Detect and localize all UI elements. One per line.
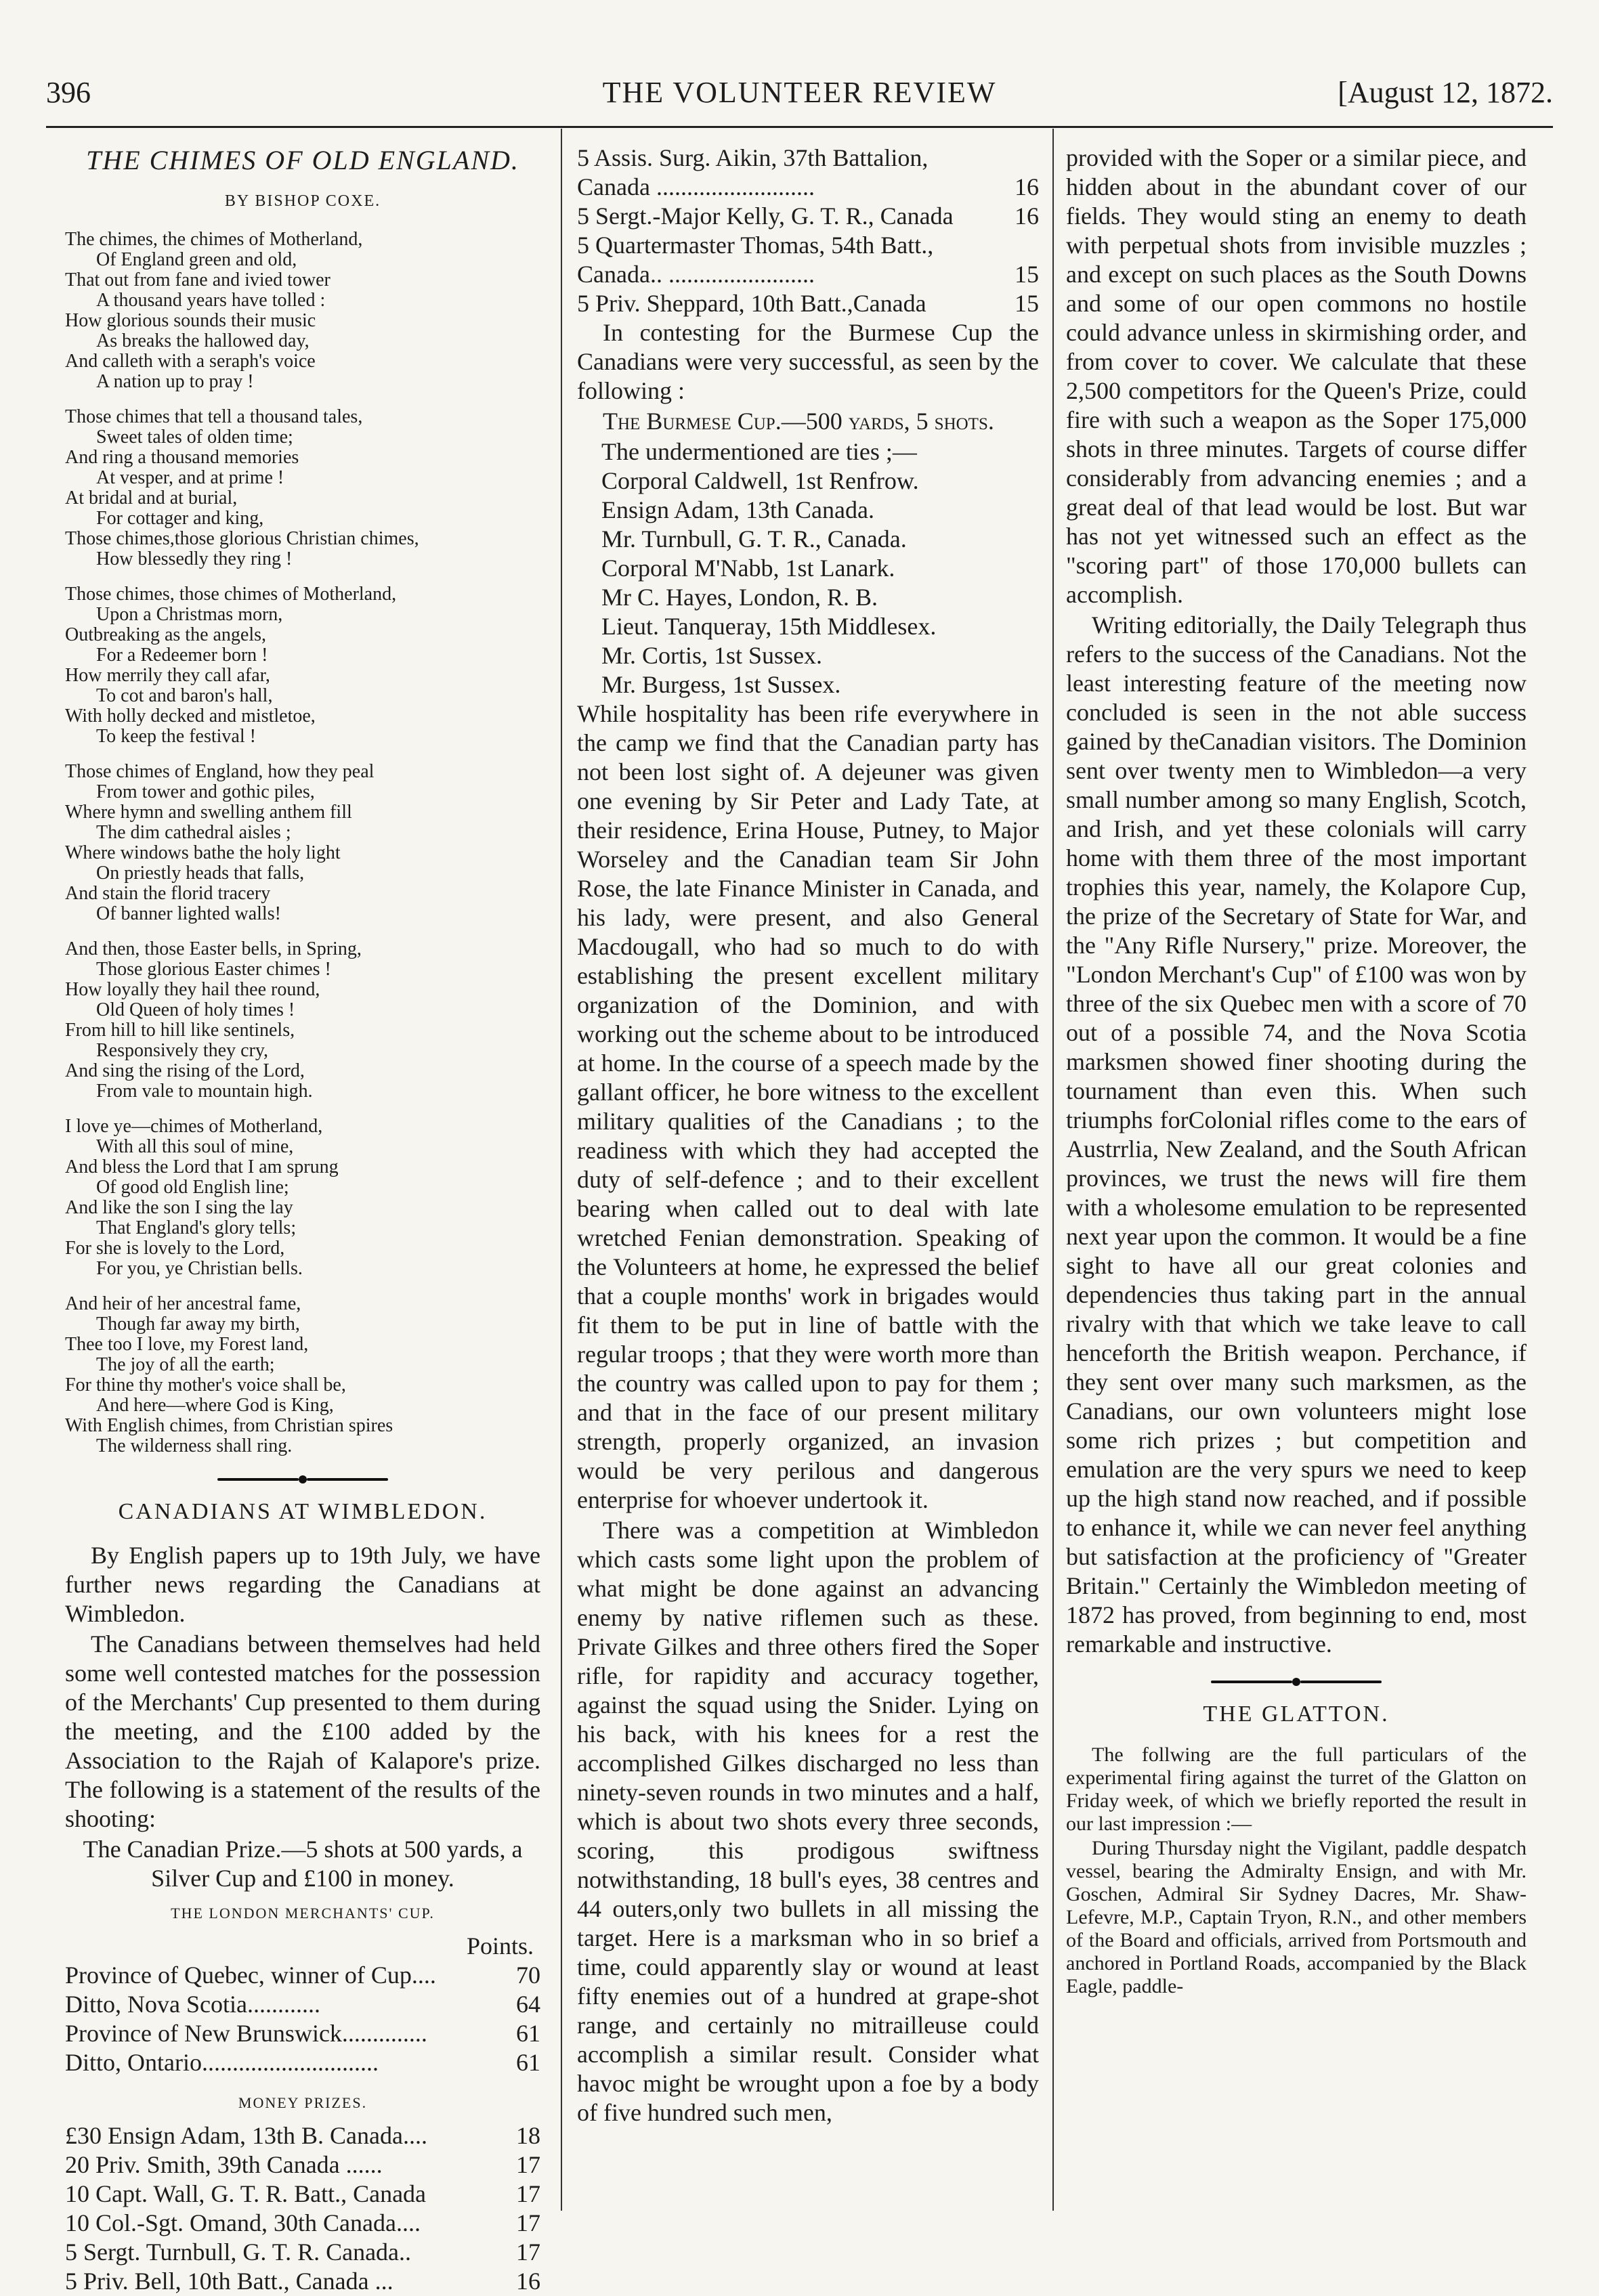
tie-entry: Mr. Cortis, 1st Sussex.	[601, 642, 823, 669]
poem-line: As breaks the hallowed day,	[96, 330, 310, 351]
money-prize-row-value: 16	[1015, 173, 1039, 200]
column-3	[1066, 144, 1527, 2209]
burmese-cup-line: The Burmese Cup.—500 yards, 5 shots.	[603, 408, 994, 435]
poem-line: And heir of her ancestral fame,	[65, 1293, 301, 1314]
money-prize-row-label: 5 Quartermaster Thomas, 54th Batt.,	[577, 232, 934, 259]
poem-line: Responsively they cry,	[96, 1040, 269, 1061]
merchants-row-value: 61	[516, 2049, 540, 2076]
money-prizes-heading: MONEY PRIZES.	[238, 2094, 368, 2111]
points-label: Points.	[466, 1932, 534, 1959]
money-prize-row	[65, 2121, 540, 2150]
poem-line: How blessedly they ring !	[96, 548, 293, 569]
poem-stanza	[65, 1117, 540, 1279]
merchants-cup-table	[65, 1961, 540, 2077]
poem-line: Those chimes of England, how they peal	[65, 761, 375, 782]
section-separator	[65, 1475, 540, 1483]
merchants-row-value: 64	[516, 1991, 540, 2018]
poem-line: Upon a Christmas morn,	[96, 604, 283, 625]
poem-line: A thousand years have tolled :	[96, 290, 326, 311]
poem-line: To cot and baron's hall,	[96, 685, 273, 706]
poem-line: The wilderness shall ring.	[96, 1435, 293, 1456]
poem-line: A nation up to pray !	[96, 371, 254, 392]
poem-line: Outbreaking as the angels,	[65, 624, 267, 645]
merchants-row	[65, 2048, 540, 2077]
poem-line: And stain the florid tracery	[65, 883, 271, 904]
merchants-row-label: Ditto, Ontario.............................	[65, 2049, 379, 2076]
money-prize-row-value: 15	[1015, 261, 1039, 288]
money-prize-row-value: 17	[516, 2151, 540, 2178]
poem-line: The joy of all the earth;	[96, 1354, 275, 1375]
canadians-paragraph-1: By English papers up to 19th July, we have further news regarding the Canadians at Wimbledon.	[65, 1542, 540, 1627]
money-prize-row-label: Canada ..........................	[577, 173, 815, 200]
tie-entry: Corporal M'Nabb, 1st Lanark.	[601, 555, 895, 582]
money-prizes-continued	[577, 144, 1039, 318]
poem-line: Sweet tales of olden time;	[96, 427, 293, 448]
money-prize-row-label: 10 Capt. Wall, G. T. R. Batt., Canada	[65, 2180, 427, 2207]
money-prize-row-label: 5 Sergt.-Major Kelly, G. T. R., Canada	[577, 202, 954, 230]
poem-line: The chimes, the chimes of Motherland,	[65, 229, 363, 250]
money-prize-row	[65, 2238, 540, 2267]
competition-paragraph-continued: provided with the Soper or a similar piece, and hidden about in the abundant cover of our fields. They would sting an enemy to death with perpetual shots from invisible muzzles ; and except on such places as the South Downs and some of our open commons no hostile could advance unless in skirmishing order, and from cover to cover. We calculate that these 2,500 competitors for the Queen's Prize, could fire with such a weapon as the Soper 175,000 shots in three minutes. Targets of course differ considerably from advancing enemies ; and a great deal of that lead would be lost. But war has not yet witnessed such an effect as the "scoring part" of those 170,000 bullets can accomplish.	[1066, 144, 1527, 608]
money-prize-row-label: 5 Priv. Bell, 10th Batt., Canada ...	[65, 2268, 393, 2295]
section-separator-2	[1066, 1678, 1527, 1686]
poem-stanza	[65, 407, 540, 569]
merchants-row	[65, 1961, 540, 1990]
poem-line: I love ye—chimes of Motherland,	[65, 1116, 323, 1137]
column-2	[577, 144, 1039, 2209]
tie-entry: Mr C. Hayes, London, R. B.	[601, 584, 878, 611]
publication-title: THE VOLUNTEER REVIEW	[602, 76, 997, 109]
merchants-row-value: 70	[516, 1962, 540, 1989]
merchants-row-label: Province of Quebec, winner of Cup....	[65, 1962, 436, 1989]
poem-line: Though far away my birth,	[96, 1314, 300, 1335]
poem-line: That England's glory tells;	[96, 1217, 297, 1238]
money-prize-row-label: 20 Priv. Smith, 39th Canada ......	[65, 2151, 383, 2178]
money-prize-row-value: 17	[516, 2238, 540, 2266]
money-prize-row	[65, 2180, 540, 2209]
canadian-prize-line: The Canadian Prize.—5 shots at 500 yards, a Silver Cup and £100 in money.	[83, 1836, 523, 1892]
merchants-row-value: 61	[516, 2020, 540, 2047]
tie-entry: Corporal Caldwell, 1st Renfrow.	[601, 467, 919, 494]
poem-line: Of banner lighted walls!	[96, 903, 281, 924]
money-prize-row	[65, 2267, 540, 2296]
poem-line: At bridal and at burial,	[65, 488, 238, 508]
poem-line: And sing the rising of the Lord,	[65, 1060, 305, 1081]
canadians-paragraph-2: The Canadians between themselves had held some well contested matches for the possession of the Merchants' Cup presented to them during the meeting, and the £100 added by the Association to the Rajah of Kalapore's prize. The following is a statement of the results of the shooting:	[65, 1630, 540, 1832]
poem-line: Where hymn and swelling anthem fill	[65, 802, 352, 823]
money-prize-row-label: 5 Sergt. Turnbull, G. T. R. Canada..	[65, 2238, 412, 2266]
hospitality-paragraph: While hospitality has been rife everywhere in the camp we find that the Canadian party has not been lost sight of. A dejeuner was given one evening by Sir Peter and Lady Tate, at their residence, Erina House, Putney, to Major Worseley and the Canadian team Sir John Rose, the late Finance Minister in Canada, and his lady, were present, and also General Macdougall, who had so much to do with establishing the present excellent military organization of the Dominion, and with working out the scheme about to be introduced at home. In the course of a speech made by the gallant officer, he bore witness to the excellent military qualities of the Canadians ; to the readiness with which they had accepted the duty of self-defence ; and to their excellent bearing when called out to deal with late wretched Fenian demonstration. Speaking of the Volunteers at home, he expressed the belief that a couple months' work in brigades would fit them to be put in line of battle with the regular troops ; that they were worth more than the country was called upon to pay for them ; and that in the face of our present military strength, properly organized, an invasion would be very perilous and dangerous enterprise for whoever undertook it.	[577, 700, 1039, 1513]
poem-line: To keep the festival !	[96, 726, 256, 747]
money-prize-row	[65, 2209, 540, 2238]
page-header	[46, 62, 1553, 123]
money-prize-row	[577, 202, 1039, 231]
poem-line: How merrily they call afar,	[65, 665, 270, 686]
poem-line: How glorious sounds their music	[65, 310, 316, 331]
tie-entry: Ensign Adam, 13th Canada.	[601, 496, 874, 523]
glatton-paragraph-1: The follwing are the full particulars of the experimental firing against the turret of the Glatton on Friday week, of which we briefly reported the result in our last impression :—	[1066, 1743, 1527, 1835]
poem-line: With all this soul of mine,	[96, 1136, 294, 1157]
poem-line: Those chimes that tell a thousand tales,	[65, 406, 363, 427]
poem-byline: BY BISHOP COXE.	[224, 192, 381, 210]
tie-list	[577, 467, 1039, 699]
issue-date: [August 12, 1872.	[1338, 76, 1553, 109]
poem-line: And then, those Easter bells, in Spring,	[65, 938, 362, 959]
poem-line: With holly decked and mistletoe,	[65, 706, 316, 727]
poem-stanza	[65, 230, 540, 392]
poem-line: Those chimes, those chimes of Motherland,	[65, 584, 397, 605]
poem-line: From vale to mountain high.	[96, 1081, 313, 1102]
tie-entry: Lieut. Tanqueray, 15th Middlesex.	[601, 613, 937, 640]
poem-line: For you, ye Christian bells.	[96, 1258, 303, 1279]
poem-title: THE CHIMES OF OLD ENGLAND.	[86, 145, 519, 175]
poem-body	[65, 230, 540, 1456]
poem-stanza	[65, 762, 540, 924]
money-prize-row-value: 17	[516, 2209, 540, 2236]
poem-stanza	[65, 1294, 540, 1456]
poem-line: Those chimes,those glorious Christian chimes,	[65, 528, 419, 549]
canadians-heading: CANADIANS AT WIMBLEDON.	[118, 1499, 488, 1524]
money-prize-row	[577, 260, 1039, 289]
tie-entry: Mr. Turnbull, G. T. R., Canada.	[601, 525, 907, 553]
burmese-intro: In contesting for the Burmese Cup the Canadians were very successful, as seen by the following :	[577, 319, 1039, 404]
poem-line: For a Redeemer born !	[96, 645, 268, 666]
poem-line: For thine thy mother's voice shall be,	[65, 1374, 346, 1395]
poem-line: That out from fane and ivied tower	[65, 269, 331, 290]
poem-stanza	[65, 939, 540, 1102]
poem-line: Those glorious Easter chimes !	[96, 959, 331, 980]
poem-line: Of England green and old,	[96, 249, 297, 270]
poem-line: With English chimes, from Christian spires	[65, 1415, 393, 1436]
money-prize-row-label: Canada.. ........................	[577, 261, 815, 288]
column-divider-1	[561, 129, 562, 2211]
poem-line: And ring a thousand memories	[65, 447, 299, 468]
poem-line: Thee too I love, my Forest land,	[65, 1334, 309, 1355]
money-prize-row-value: 16	[1015, 202, 1039, 230]
money-prize-row-value: 17	[516, 2180, 540, 2207]
merchants-row	[65, 2019, 540, 2048]
poem-line: Old Queen of holy times !	[96, 999, 295, 1020]
poem-line: Of good old English line;	[96, 1177, 289, 1198]
money-prize-row-value	[992, 144, 1039, 173]
poem-line: Where windows bathe the holy light	[65, 842, 341, 863]
poem-line: From tower and gothic piles,	[96, 781, 315, 802]
poem-line: And bless the Lord that I am sprung	[65, 1156, 339, 1177]
money-prize-row-label: 5 Assis. Surg. Aikin, 37th Battalion,	[577, 144, 929, 171]
poem-line: For she is lovely to the Lord,	[65, 1238, 285, 1259]
poem-stanza	[65, 584, 540, 747]
money-prize-row-value: 15	[1015, 290, 1039, 317]
poem-line: At vesper, and at prime !	[96, 467, 284, 488]
poem-line: And calleth with a seraph's voice	[65, 351, 316, 372]
money-prizes-table	[65, 2121, 540, 2296]
money-prize-row-value: 18	[516, 2122, 540, 2149]
merchants-row-label: Ditto, Nova Scotia............	[65, 1991, 320, 2018]
poem-line: For cottager and king,	[96, 508, 264, 529]
competition-paragraph: There was a competition at Wimbledon which casts some light upon the problem of what might be done against an advancing enemy by native riflemen such as these. Private Gilkes and three others fired the Soper rifle, for rapidity and accuracy together, against the squad using the Snider. Lying on his back, with his knees for a rest the accomplished Gilkes discharged no less than ninety-seven rounds in two minutes and a half, which is about two shots every three seconds, scoring, this prodigous swiftness notwithstanding, 18 bull's eyes, 38 centres and 44 outers,only two bullets in all missing the target. Here is a marksman who in so brief a time, could apparently slay or wound at least fifty enemies out of a hundred at grape-shot range, and certainly no mitrailleuse could accomplish a similar result. Consider what havoc might be wrought upon a foe by a body of five hundred such men,	[577, 1517, 1039, 2126]
money-prize-row	[577, 173, 1039, 202]
header-rule	[46, 126, 1553, 128]
money-prize-row-label: 10 Col.-Sgt. Omand, 30th Canada....	[65, 2209, 421, 2236]
money-prize-row-value: 16	[516, 2268, 540, 2295]
glatton-paragraph-2: During Thursday night the Vigilant, paddle despatch vessel, bearing the Admiralty Ensign, and with Mr. Goschen, Admiral Sir Sydney Dacres, Mr. Shaw-Lefevre, M.P., Captain Tryon, R.N., and other members of the Board and officials, arrived from Portsmouth and anchored in Portland Roads, accompanied by the Black Eagle, paddle-	[1066, 1837, 1527, 1997]
money-prize-row	[65, 2150, 540, 2180]
page-number: 396	[46, 76, 91, 109]
poem-line: How loyally they hail thee round,	[65, 979, 320, 1000]
poem-line: The dim cathedral aisles ;	[96, 822, 291, 843]
poem-line: And here—where God is King,	[96, 1395, 334, 1416]
money-prize-row-label: 5 Priv. Sheppard, 10th Batt.,Canada	[577, 290, 926, 317]
poem-line: On priestly heads that falls,	[96, 863, 305, 884]
poem-line: And like the son I sing the lay	[65, 1197, 293, 1218]
merchants-row-label: Province of New Brunswick..............	[65, 2020, 427, 2047]
column-1	[65, 144, 540, 2295]
money-prize-row	[577, 289, 1039, 318]
poem-line: From hill to hill like sentinels,	[65, 1020, 295, 1041]
ties-line: The undermentioned are ties ;—	[601, 438, 917, 465]
merchants-row	[65, 1990, 540, 2019]
money-prize-row-label: £30 Ensign Adam, 13th B. Canada....	[65, 2122, 427, 2149]
merchants-cup-heading: THE LONDON MERCHANTS' CUP.	[171, 1905, 435, 1922]
tie-entry: Mr. Burgess, 1st Sussex.	[601, 671, 841, 698]
column-divider-2	[1052, 129, 1054, 2211]
money-prize-row	[577, 231, 1039, 260]
money-prize-row	[577, 144, 1039, 173]
money-prize-row-value	[992, 231, 1039, 260]
glatton-heading: THE GLATTON.	[1203, 1702, 1390, 1727]
editorial-paragraph: Writing editorially, the Daily Telegraph thus refers to the success of the Canadians. Not the least interesting feature of the meeting now concluded is seen in the not able success gained by theCanadian visitors. The Dominion sent over twenty men to Wimbledon—a very small number among so many English, Scotch, and Irish, and yet these colonials will carry home with them three of the most important trophies this year, namely, the Kolapore Cup, the prize of the Secretary of State for War, and the "Any Rifle Nursery," prize. Moreover, the "London Merchant's Cup" of £100 was won by three of the six Quebec men with a score of 70 out of a possible 74, and the Nova Scotia marksmen showed finer shooting during the tournament than even this. When such triumphs forColonial rifles come to the ears of Austrrlia, New Zealand, and the South African provinces, we trust the news will fire them with a wholesome emulation to be represented next year upon the common. It would be a fine sight to have all our great colonies and dependencies thus taking part in the annual rivalry with that which we take leave to call henceforth the British weapon. Perchance, if they sent over many such marksmen, as the Canadians, our own volunteers might lose some rich prizes ; but competition and emulation are the very spurs we need to keep up the high stand now reached, and if possible to enhance it, while we can never feel anything but satisfaction at the proficiency of "Greater Britain." Certainly the Wimbledon meeting of 1872 has proved, from beginning to end, most remarkable and instructive.	[1066, 611, 1527, 1658]
